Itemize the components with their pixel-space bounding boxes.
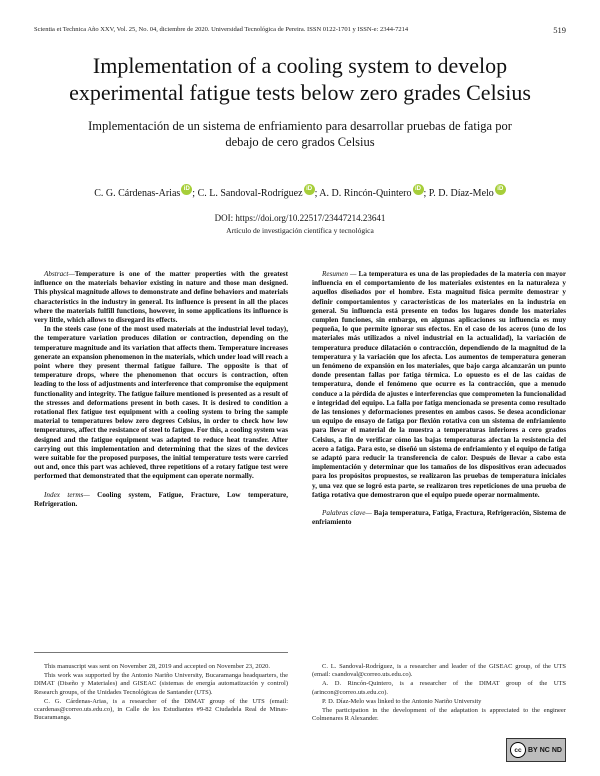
cc-icon: cc <box>510 742 526 758</box>
abstract-column <box>34 270 288 509</box>
palabras-clave-label: Palabras clave— <box>322 509 372 518</box>
index-terms-text: Cooling system, Fatigue, Fracture, Low temperature, Refrigeration. <box>34 490 288 508</box>
resumen-column <box>312 270 566 527</box>
resumen-text: La temperatura es una de las propiedades de la materia con mayor influencia en el comportamiento de los materiales existentes en la naturaleza y aquellos diseñados por el hombre. Esta magnitud física permite demostrar y definir comportamientos y características de los materiales en la industria en general. Su influencia está presente en todos los lugares donde los materiales cumplen funciones, sin embargo, en algunas aplicaciones su influencia es muy pequeña, lo que permite ignorar sus efectos. En el caso de los aceros (uno de los materiales más utilizados a nivel industrial en la actualidad), la variación de temperatura produce dilatación o contracción, dependiendo de la magnitud de la temperatura y la variación que los afecta. Los aumentos de temperatura generan un fenómeno de expansión en los materiales, que bajo carga alcanzarán un punto donde presentan fallas por fatiga térmica. Lo opuesto es el de las caídas de temperatura, donde el fenómeno que ocurre es la contracción, que a menudo conduce a la pérdida de ajustes e interferencias que comprometen la funcionalidad e integridad del equipo. La falla por fatiga mencionada se presenta como resultado de las tensiones y deformaciones presentes en ambos casos. Se desea acondicionar un equipo de ensayo de fatiga por flexión rotativa con un sistema de enfriamiento para llevar el material de la muestra a temperaturas inferiores a cero grados Celsius, a fin de verificar cómo las bajas temperaturas afectan la resistencia del acero a fatiga. Para esto, se diseñó un sistema de enfriamiento y el equipo de fatiga se adaptó para reducir la transferencia de calor. Después de llevar a cabo esta implementación y determinar que los tamaños de los dispositivos eran adecuados para los propósitos propuestos, se realizaron las pruebas de temperatura iniciales y, una vez que se logró esta parte, se realizaron tres repeticiones de una prueba de fatiga rotativa que demostraron que el equipo puede operar normalmente. <box>312 270 567 499</box>
cc-license-badge[interactable] <box>506 738 566 762</box>
orcid-icon[interactable]: iD <box>495 184 506 195</box>
journal-citation: Scientia et Technica Año XXV, Vol. 25, No. 04, diciembre de 2020. Universidad Tecnológica de Pereira. ISSN 0122-1701 y ISSN-e: 2344-7214 <box>34 26 409 33</box>
footnote: P. D. Díaz-Melo was linked to the Antonio Nariño University <box>322 697 482 705</box>
footnotes-left <box>34 663 288 723</box>
footnote: A. D. Rincón-Quintero, is a researcher of the DIMAT group of the UTS (arincon@correo.uts.edu.co). <box>312 680 566 696</box>
author-list <box>20 184 580 201</box>
author-separator: ; <box>423 188 429 199</box>
cc-by-label: BY <box>528 746 538 754</box>
footnotes-right <box>312 663 566 724</box>
palabras-clave-text: Baja temperatura, Fatiga, Fractura, Refrigeración, Sistema de enfriamiento <box>312 509 566 527</box>
footnote-divider <box>34 652 288 653</box>
abstract-paragraph <box>34 270 288 325</box>
abstract-paragraph: In the steels case (one of the most used materials at the industrial level today), the temperature variation produces dilation or contraction, depending on the temperature magnitude and its variation that affects them. Temperature increases generate an expansion phenomenon in the materials, which under load will reach a point where they present thermal fatigue failure. The opposite is that of temperature drops, where the phenomenon that occurs is contraction, often leading to the loss of adjustments and interference that compromise the equipment functionality and integrity. The fatigue failure mentioned is presented as a result of the stresses and deformations present in both cases. It is desired to condition a rotational flex fatigue test equipment with a cooling system to bring the sample material to temperatures below zero degrees Celsius, in order to check how low temperatures, affect the resistance of steel to fatigue. For this, a cooling system was designed and the fatigue equipment was adapted to reduce heat transfer. After carrying out this implementation and determining that the sizes of the devices were suitable for the proposed purposes, the initial temperature tests were carried out and, once this part was achieved, three repetitions of a rotary fatigue test were performed that demonstrated that the equipment can operate normally. <box>34 325 288 481</box>
doi-link[interactable]: DOI: https://doi.org/10.22517/23447214.23641 <box>214 213 386 223</box>
footnote: This manuscript was sent on November 28, 2019 and accepted on November 23, 2020. <box>44 663 271 670</box>
resumen-label: Resumen — <box>322 270 357 278</box>
orcid-icon[interactable]: iD <box>413 184 424 195</box>
footnote: This work was supported by the Antonio Nariño University, Bucaramanga headquarters, the DIMAT (Diseño y Materiales) and GISEAC (sistemas de energía automatización y control) Research groups, of the Unidades Tecnológicas de Santander (UTS). <box>34 672 288 696</box>
author-separator: ; <box>314 188 320 199</box>
palabras-clave <box>312 509 566 527</box>
resumen-paragraph <box>312 270 566 500</box>
author-name: A. D. Rincón-Quintero <box>319 188 412 199</box>
abstract-text: Temperature is one of the matter properties with the greatest influence on the materials behavior existing in nature and those man designed. This physical magnitude allows to demonstrate and define behaviors and materials characteristics in the industry in general. Its influence is present in all the places where the materials fulfill functions, however, in some applications its influence is very little, which allows to disregard its effects. <box>34 270 288 325</box>
paper-title: Implementation of a cooling system to develop experimental fatigue tests below zero grades Celsius <box>69 53 531 105</box>
orcid-icon[interactable]: iD <box>304 184 315 195</box>
footnote: C. L. Sandoval-Rodríguez, is a researcher and leader of the GISEAC group, of the UTS (email: csandoval@correo.uts.edu.co). <box>312 663 566 679</box>
running-header <box>34 26 566 33</box>
author-name: C. L. Sandoval-Rodríguez <box>197 188 303 199</box>
abstract-label: Abstract— <box>44 270 75 278</box>
page-number: 519 <box>553 25 566 35</box>
footnote: C. G. Cárdenas-Arias, is a researcher of the DIMAT group of the UTS (email: ccardenas@correo.uts.edu.co), in Calle de los Estudiantes #9-82 Ciudadela Real de Minas-Bucaramanga. <box>34 697 288 722</box>
author-name: C. G. Cárdenas-Arias <box>94 188 181 199</box>
cc-nd-label: ND <box>551 746 562 754</box>
article-type: Artículo de investigación científica y tecnológica <box>226 226 374 235</box>
paper-subtitle: Implementación de un sistema de enfriamiento para desarrollar pruebas de fatiga por debajo de cero grados Celsius <box>88 119 512 149</box>
index-terms-label: Index terms— <box>44 490 90 499</box>
cc-nc-label: NC <box>539 746 550 754</box>
author-separator: ; <box>192 188 198 199</box>
footnote: The participation in the development of the adaptation is appreciated to the engineer Colmenares R Alexander. <box>312 707 566 723</box>
author-name: P. D. Díaz-Melo <box>428 188 494 199</box>
index-terms <box>34 491 288 509</box>
orcid-icon[interactable]: iD <box>181 184 192 195</box>
